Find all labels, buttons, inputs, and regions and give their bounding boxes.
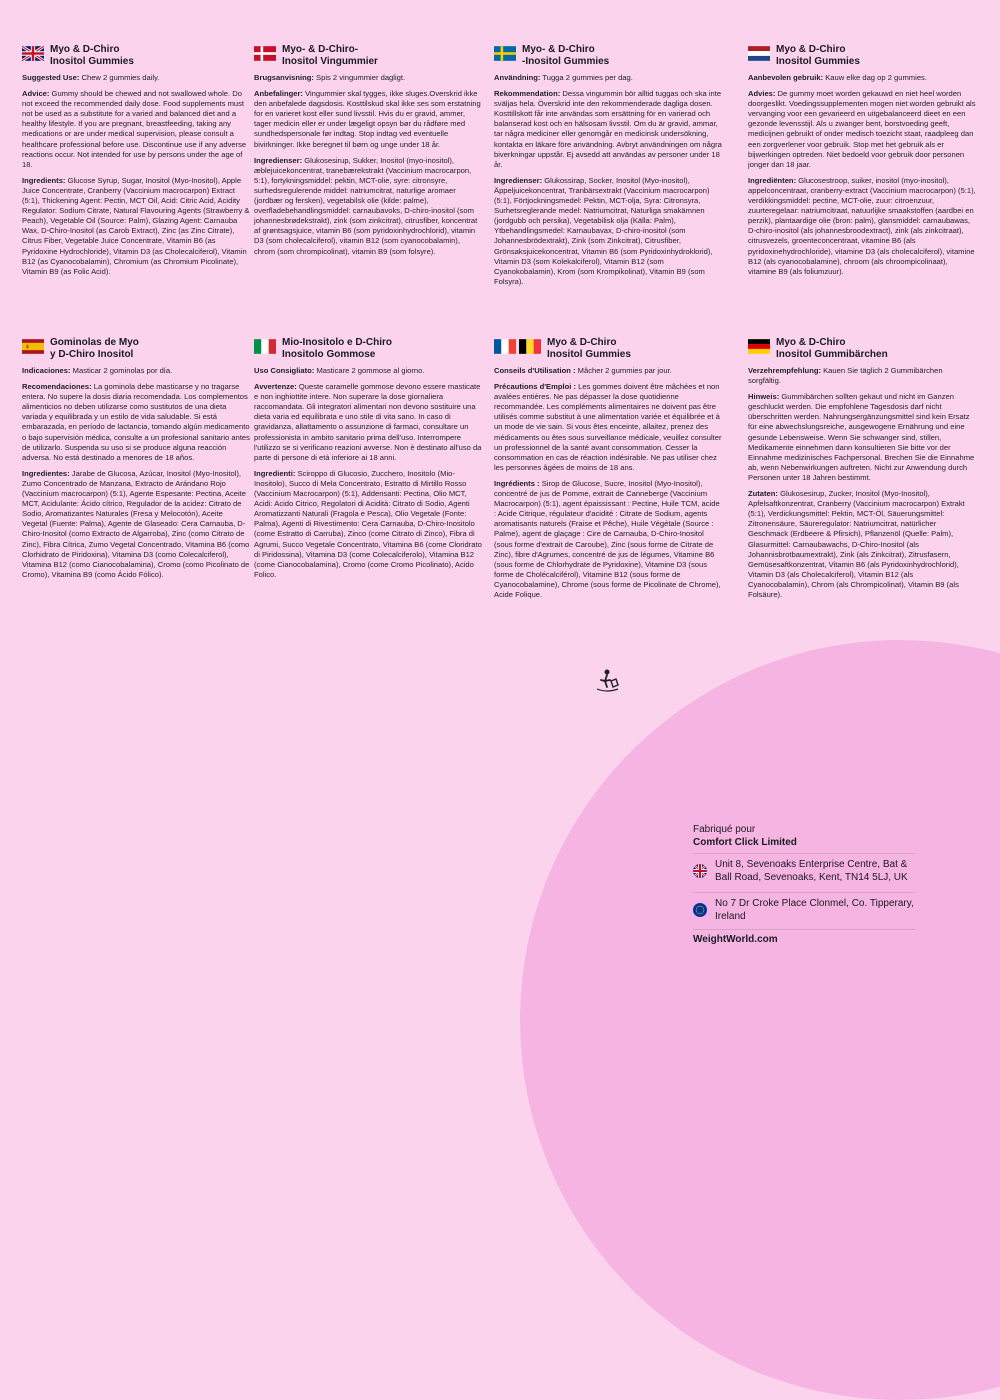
panel-paragraph (748, 366, 976, 386)
flag-france-belgium-icon (494, 337, 541, 354)
panel-paragraph (494, 479, 722, 600)
panel-paragraph (748, 89, 976, 170)
panel-french (494, 337, 722, 606)
panel-paragraph (22, 366, 250, 376)
panel-header (254, 44, 482, 67)
uk-address-row (693, 853, 915, 888)
paragraph-label: Ingredienser: (494, 175, 543, 185)
paragraph-text: Mâcher 2 gummies par jour. (575, 366, 672, 375)
paragraph-text: Sciroppo di Glucosio, Zucchero, Inositolo (Mio-Inositolo), Succo di Mela Concentrato, Estratto di Mirtillo Rosso (Vaccinium Macrocarpon) (5:1), Addensanti: Pectina, Olio MCT, Acidi: Acido Citrico, Regolatori di Acidità: Citrato di Sodio, Agenti Aromatizzanti Naturali (Fragola e Pesca), Olio Vegetale (Fonte: Palma), Agenti di Rivestimento: Cera Carnauba, D-Chiro-Inositolo (come Estratto di Carruba), Zinco (come Citrato di Zinco), Fibra di Agrumi, Succo Vegetale Concentrato, Vitamina B6 (come Cloridrato di Piridossina), Vitamina D3 (come Colecalciferolo), Vitamina B12 (come Cianocobalamina), Cromo (come Cromo Picolinato), Acido Folico. (254, 468, 482, 579)
panel-paragraph (494, 73, 722, 83)
flag-denmark-icon (254, 46, 276, 61)
panel-header (254, 337, 482, 360)
panel-header (494, 44, 722, 67)
panel-header (22, 337, 250, 360)
panel-spanish (22, 337, 250, 586)
panel-italian (254, 337, 482, 586)
panel-english (22, 44, 250, 283)
panel-paragraph (22, 73, 250, 83)
paragraph-text: Glukosesirup, Sukker, Inositol (myo-inositol), æblejuicekoncentrat, tranebærekstrakt (Vaccinium macrocarpon, 5:1), fortykningsmiddel: pektin, MCT-olie, syre: citronsyre, surhedsregulerende middel: natriumcitrat, naturlige aromaer (jordbær og fersken), vegetabilsk olie (kilde: palme), overfladebehandlingsmiddel: carnaubavoks, D-chiro-inositol (som johannesbrødekstrakt), zink (som zinkcitrat), citrusfiber, koncentrat af grøntsagsjuice, vitamin B6 (som pyridoxinhydrochlorid), vitamin D3 (som cholecalciferol), vitamin B12 (som cyanocobalamin), chrom (som chrompicolinat), vitamin B9 (som folsyre). (254, 155, 478, 256)
eu-address-row (693, 892, 915, 927)
paragraph-label: Conseils d'Utilisation : (494, 366, 576, 375)
paragraph-label: Användning: (494, 73, 541, 82)
eu-address: No 7 Dr Croke Place Clonmel, Co. Tipperary, Ireland (715, 898, 914, 922)
panel-paragraph (22, 89, 250, 170)
panel-title: Myo & D-Chiro Inositol Gummies (547, 337, 631, 360)
flag-netherlands-icon (748, 46, 770, 61)
panel-title: Myo & D-Chiro Inositol Gummies (776, 44, 860, 67)
uk-address: Unit 8, Sevenoaks Enterprise Centre, Bat & Ball Road, Sevenoaks, Kent, TN14 5LJ, UK (715, 859, 908, 883)
paragraph-label: Zutaten: (748, 489, 778, 499)
paragraph-text: La gominola debe masticarse y no tragarse entera. No supere la dosis diaria recomendada. Los complementos alimenticios no deben utilizarse como sustitutos de una dieta variada y equilibrada y un estilo de vida saludable. Si está embarazada, en período de lactancia, tomando algún medicamento o bajo supervisión médica, consulte a un profesional sanitario antes de utilizarlo. Suspenda su uso si se produce alguna reacción adversa. No está destinado a menores de 18 años. (22, 382, 250, 462)
paragraph-text: Dessa vingummin bör alltid tuggas och ska inte sväljas hela. Överskrid inte den rekommenderade dagliga dosen. Kosttillskott får inte användas som ersättning för en varierad och balanserad kost och en hälsosam livsstil. Om du är gravid, ammar, tar några mediciner eller genomgår en medicinsk undersökning, kontakta en läkare före användning. Avbryt användningen om några biverkningar uppstår. Ej avsedd att användas av personer under 18 år. (494, 89, 722, 169)
panel-paragraph (494, 176, 722, 287)
flag-sweden-icon (494, 46, 516, 61)
paragraph-text: De gummy moet worden gekauwd en niet heel worden doorgeslikt. Voedingssupplementen mogen niet worden gebruikt als vervanging voor een gevarieerd en uitgebalanceerd dieet en een gezonde levensstijl. Als u zwanger bent, borstvoeding geeft, medicijnen gebruikt of onder medisch toezicht staat, raadpleeg dan een zorgverlener voor gebruik. Stop met het gebruik als er bijwerkingen optreden. Niet bedoeld voor gebruik door personen jonger dan 18 jaar. (748, 89, 976, 169)
panel-title: Myo- & D-Chiro -Inositol Gummies (522, 44, 610, 67)
paragraph-label: Précautions d'Emploi : (494, 382, 576, 392)
panel-paragraph (22, 469, 250, 580)
paragraph-text: Vingummier skal tygges, ikke sluges.Overskrid ikke den anbefalede dagsdosis. Kosttilskud skal ikke ses som erstatning for en varieret kost eller sund livsstil. Hvis du er gravid, ammer, tager medicin eller er under lægeligt opsyn bør du rådføre med sundhedspersonale før indtag. Stop indtag ved eventuelle bivirkninger. Ikke beregnet til børn og unge under 18 år. (254, 89, 481, 149)
paragraph-text: Spis 2 vingummier dagligt. (313, 73, 406, 82)
flag-germany-icon (748, 339, 770, 354)
panel-paragraph (494, 366, 722, 376)
panel-header (748, 337, 976, 360)
paragraph-text: Gummy should be chewed and not swallowed whole. Do not exceed the recommended daily dose. Food supplements must not be used as a substitute for a varied and balanced diet and a healthy lifestyle. If you are pregnant, breastfeeding, taking any medications or are under medical supervision, please consult a healthcare professional before use. Discontinue use if any adverse reactions occur. Not intended for use by persons under the age of 18. (22, 89, 247, 169)
panel-paragraph (254, 89, 482, 150)
manufacturer-info (693, 823, 915, 945)
company-name: Comfort Click Limited (693, 837, 797, 848)
paragraph-label: Ingredients: (22, 175, 66, 185)
paragraph-text: Masticar 2 gominolas por día. (70, 366, 173, 375)
paragraph-text: Glucosestroop, suiker, inositol (myo-inositol), appelconcentraat, cranberry-extract (Vaccinium macrocarpon) (5:1), verdikkingsmiddel: pectine, MCT-olie, zuur: citroenzuur, zuurteregelaar: natriumcitraat, natuurlijke smaakstoffen (aardbei en perzik), plantaardige olie (bron: palm), glansmiddel: carnaubawas, D-chiro-inositol (als johannesbroodextract), zink (als zinkcitraat), citrusvezels, groenteconcentraat, vitamine B6 (als pyridoxinehydrochloride), vitamine D3 (als cholecalciferol), vitamine B12 (als cyanocobalamine), chroom (als chroompicolinaat), vitamine B9 (als foliumzuur). (748, 175, 976, 276)
flag-belgium-icon (519, 339, 541, 354)
paragraph-text: Les gommes doivent être mâchées et non avalées entières. Ne pas dépasser la dose quotidienne recommandée. Les compléments alimentaires ne doivent pas être utilisés comme substitut à une alimentation variée et équilibrée et à un mode de vie sain. Si vous êtes enceinte, allaitez, prenez des médicaments ou êtes sous surveillance médicale, veuillez consulter un professionnel de la santé avant consommation. Cesser la consommation en cas de réaction indésirable. Ne pas utiliser chez les personnes âgées de moins de 18 ans. (494, 382, 722, 472)
flag-eu-icon (693, 903, 707, 917)
background-circle (520, 640, 1000, 1400)
fabrique-pour-label: Fabriqué pour (693, 824, 756, 835)
panel-paragraph (254, 382, 482, 463)
paragraph-label: Ingredienser: (254, 155, 303, 165)
paragraph-text: Glucose Syrup, Sugar, Inositol (Myo-Inositol), Apple Juice Concentrate, Cranberry (Vaccinium macrocarpon) Extract (5:1), Thickening Agent: Pectin, MCT Oil, Acid: Citric Acid, Acidity Regulator: Sodium Citrate, Natural Flavouring Agents (Strawberry & Peach), Vegetable Oil (Source: Palm), Glazing Agent: Carnauba Wax, D-Chiro-Inositol (as Carob Extract), Zinc (as Zinc Citrate), Citrus Fiber, Vegetable Juice Concentrate, Vitamin B6 (as Pyridoxine Hydrochloride), Vitamin D3 (as Cholecalciferol), Vitamin B12 (as Cyanocobalamin), Chromium (as Chromium Picolinate), Vitamin B9 (as Folic Acid). (22, 175, 250, 276)
panel-title: Myo & D-Chiro Inositol Gummies (50, 44, 134, 67)
panel-header (22, 44, 250, 67)
flag-spain-icon (22, 339, 44, 354)
panel-paragraph (254, 469, 482, 580)
panel-paragraph (254, 73, 482, 83)
panel-german (748, 337, 976, 606)
paragraph-label: Ingrédients : (494, 478, 540, 488)
paragraph-label: Ingredienti: (254, 468, 296, 478)
paragraph-label: Advies: (748, 89, 776, 99)
panel-header (494, 337, 722, 360)
paragraph-text: Kauw elke dag op 2 gummies. (823, 73, 927, 82)
panel-paragraph (748, 392, 976, 483)
paragraph-label: Aanbevolen gebruik: (748, 73, 824, 82)
paragraph-text: Queste caramelle gommose devono essere masticate e non inghiottite intere. Non superare la dose giornaliera raccomandata. Gli integratori alimentari non devono sostituire una dieta varia ed equilibrata e uno stile di vita sano. In caso di gravidanza, allattamento o assunzione di farmaci, consultare un professionista in ambito sanitario prima dell'uso. Interrompere l'utilizzo se si verificano reazioni avverse. Non è destinato all'uso da parte di persone di età inferiore ai 18 anni. (254, 382, 482, 462)
paragraph-text: Tugga 2 gummies per dag. (540, 73, 633, 82)
paragraph-text: Chew 2 gummies daily. (79, 73, 160, 82)
paragraph-label: Suggested Use: (22, 73, 80, 82)
panel-paragraph (494, 89, 722, 170)
paragraph-text: Masticare 2 gommose al giorno. (314, 366, 425, 375)
paragraph-label: Ingrediënten: (748, 175, 797, 185)
paragraph-text: Sirop de Glucose, Sucre, Inositol (Myo-Inositol), concentré de jus de Pomme, extrait de Canneberge (Vaccinium Macrocarpon) (5:1), agent épaississant : Pectine, Huile TCM, acide : Acide Citrique, régulateur d'acidité : Citrate de Sodium, agents aromatisants naturels (Fraise et Pêche), Huile Végétale (Source : Palme), agent de glaçage : Cire de Carnauba, D-Chiro-Inositol (sous forme d'extrait de Caroube), Zinc (sous forme de Citrate de Zinc), fibre d'Agrumes, concentré de jus de légumes, Vitamine B6 (sous forme de Chlorhydrate de Pyridoxine), Vitamine D3 (sous forme de Cholécalciférol), Vitamine B12 (sous forme de Cyanocobalamine), Chrome (sous forme de Picolinate de Chrome), Acide Folique. (494, 478, 721, 599)
paragraph-label: Verzehrempfehlung: (748, 366, 821, 375)
flag-italy-icon (254, 339, 276, 354)
paragraph-text: Kauen Sie täglich 2 Gummibärchen sorgfältig. (748, 366, 943, 386)
paragraph-label: Rekommendation: (494, 89, 561, 99)
paragraph-label: Anbefalinger: (254, 89, 303, 99)
flag-france-icon (494, 339, 516, 354)
paragraph-label: Avvertenze: (254, 382, 297, 392)
panel-paragraph (748, 73, 976, 83)
panel-title: Myo & D-Chiro Inositol Gummibärchen (776, 337, 888, 360)
paragraph-label: Advice: (22, 89, 50, 99)
panel-title: Gominolas de Myo y D-Chiro Inositol (50, 337, 139, 360)
panel-paragraph (748, 176, 976, 277)
panel-paragraph (748, 489, 976, 600)
flag-uk-icon (693, 864, 707, 878)
panel-paragraph (254, 366, 482, 376)
website-link[interactable]: WeightWorld.com (693, 929, 915, 945)
panel-title: Myo- & D-Chiro- Inositol Vingummier (282, 44, 378, 67)
paragraph-label: Indicaciones: (22, 366, 71, 375)
flag-uk-icon (22, 46, 44, 61)
panel-paragraph (22, 176, 250, 277)
paragraph-label: Uso Consigliato: (254, 366, 315, 375)
paragraph-label: Recomendaciones: (22, 382, 92, 392)
panel-swedish (494, 44, 722, 293)
paragraph-text: Glukosesirup, Zucker, Inositol (Myo-Inositol), Apfelsaftkonzentrat, Cranberry (Vaccinium macrocarpon) Extrakt (5:1), Verdickungsmittel: Pektin, MCT-Öl, Säuerungsmittel: Zitronensäure, Säureregulator: Natriumcitrat, natürlicher Geschmack (Erdbeere & Pfirsich), Pflanzenöl (Quelle: Palm), Glasurmittel: Carnaubawachs, D-Chiro-Inositol (als Johannisbrotbaumextrakt), Zink (als Zinkcitrat), Zitrusfasern, Gemüsesaftkonzentrat, Vitamin B6 (als Pyridoxinhydrochlorid), Vitamin D3 (als Cholecalciferol), Vitamin B12 (als Cyanocobalamin), Chrom (als Chrompicolinat), Vitamin B9 (als Folsäure). (748, 489, 965, 599)
tidyman-recycle-icon (594, 668, 620, 692)
paragraph-label: Ingredientes: (22, 468, 70, 478)
panel-dutch (748, 44, 976, 283)
panel-danish (254, 44, 482, 263)
paragraph-text: Jarabe de Glucosa, Azúcar, Inositol (Myo-Inositol), Zumo Concentrado de Manzana, Extracto de Arándano Rojo (Vaccinium macrocarpon) (5:1), Agente Espesante: Pectina, Aceite MCT, Acidulante: Ácido cítrico, Regulador de la acidez: Citrato de Sodio, Aromatizantes Naturales (Fresa y Melocotón), Aceite Vegetal (Fuente: Palma), Agente de Glaseado: Cera Carnauba, D-Chiro-Inositol (como Extracto de Algarroba), Zinc (como Citrato de Zinc), Fibra Cítrica, Zumo Vegetal Concentrado, Vitamina B6 (como Clorhidrato de Piridoxina), Vitamina D3 (como Colecalciferol), Vitamina B12 (como Cianocobalamina), Cromo (como Picolinato de Cromo), Vitamina B9 (como Ácido Fólico). (22, 468, 250, 579)
paragraph-text: Gummibärchen sollten gekaut und nicht im Ganzen geschluckt werden. Die empfohlene Tagesdosis darf nicht überschritten werden. Nahrungsergänzungsmittel sind kein Ersatz für eine abwechslungsreiche, ausgewogene Ernährung und eine gesunde Lebensweise. Wenn Sie schwanger sind, stillen, Medikamente einnehmen dann konsultieren Sie bitte vor der Einnahme medizinisches Fachpersonal. Brechen Sie die Einnahme ab, wenn Nebenwirkungen auftreten. Nicht zur Anwendung durch Personen unter 18 Jahren bestimmt. (748, 392, 975, 482)
panel-paragraph (494, 382, 722, 473)
panel-header (748, 44, 976, 67)
panel-paragraph (254, 156, 482, 257)
paragraph-text: Glukossirap, Socker, Inositol (Myo-inositol), Äppeljuicekoncentrat, Tranbärsextrakt (Vaccinium macrocarpon) (5:1), Förtjockningsmedel: Pektin, MCT-olja, Syra: Citronsyra, Surhetsreglerande medel: Natriumcitrat, Naturliga smakämnen (jordgubb och persika), Vegetabilisk olja (Källa: Palm), Ytbehandlingsmedel: Karnaubavax, D-chiro-inositol (som Johannesbrödextrakt), Zink (som Zinkcitrat), Citrusfiber, Grönsaksjuicekoncentrat, Vitamin B6 (som Pyridoxinhydroklorid), Vitamin D3 (som Kolekalciferol), Vitamin B12 (som Cyanokobalamin), Krom (som Krompikolinat), Vitamin B9 (som Folsyra). (494, 175, 713, 286)
paragraph-label: Hinweis: (748, 392, 780, 402)
panel-paragraph (22, 382, 250, 463)
panel-title: Mio-Inositolo e D-Chiro Inositolo Gommose (282, 337, 392, 360)
paragraph-label: Brugsanvisning: (254, 73, 314, 82)
